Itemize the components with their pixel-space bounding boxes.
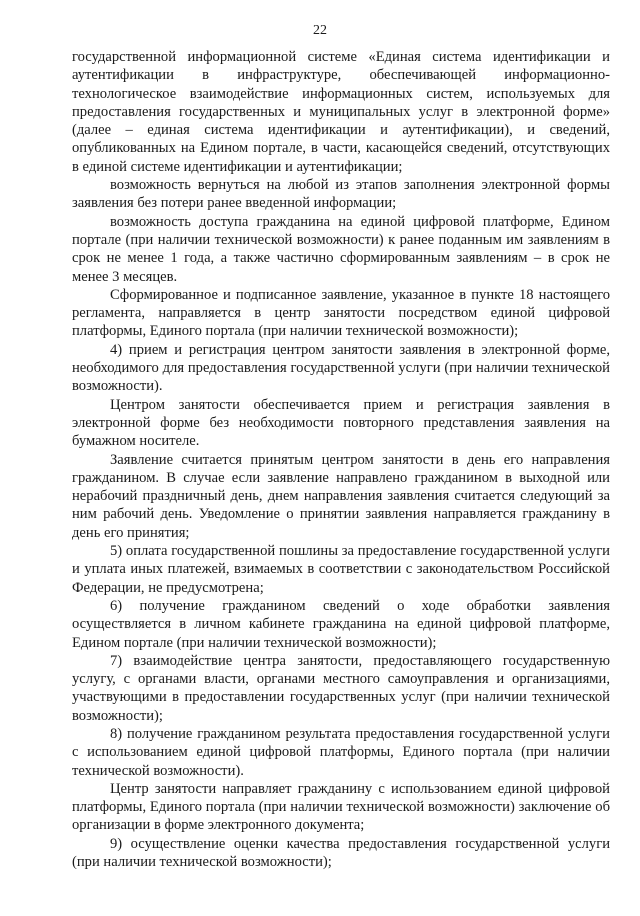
- body-paragraph: 4) прием и регистрация центром занятости заявления в электронной форме, необходимого для предоставления государственной услуги (при наличии технической возможности).: [72, 341, 610, 395]
- body-paragraph: 5) оплата государственной пошлины за предоставление государственной услуги и уплата иных платежей, взимаемых в соответствии с законодательством Российской Федерации, не предусмотрена;: [72, 543, 610, 596]
- body-paragraph: 9) осуществление оценки качества предоставления государственной услуги (при наличии технической возможности);: [72, 835, 610, 871]
- body-paragraph: Центром занятости обеспечивается прием и регистрация заявления в электронной форме без необходимости повторного представления заявления на бумажном носителе.: [72, 396, 610, 450]
- body-paragraph: государственной информационной системе «Единая система идентификации и аутентификации в инфраструктуре, обеспечивающей информационно-технологическое взаимодействие информационных систем, используемых для предоставления государственных и муниципальных услуг в электронной форме» (далее – единая система идентификации и аутентификации), и сведений, опубликованных на Едином портале, в части, касающейся сведений, отсутствующих в единой системе идентификации и аутентификации;: [72, 49, 610, 175]
- body-paragraph: Центр занятости направляет гражданину с использованием единой цифровой платформы, Единого портала (при наличии технической возможности) заключение об организации в форме электронного документа;: [72, 780, 610, 834]
- body-paragraph: возможность вернуться на любой из этапов заполнения электронной формы заявления без потери ранее введенной информации;: [72, 177, 610, 212]
- body-paragraph: Сформированное и подписанное заявление, указанное в пункте 18 настоящего регламента, направляется в центр занятости посредством единой цифровой платформы, Единого портала (при наличии технической возможности);: [72, 286, 610, 340]
- document-body: [72, 48, 610, 871]
- page-number: 22: [313, 23, 327, 38]
- body-paragraph: возможность доступа гражданина на единой цифровой платформе, Едином портале (при наличии технической возможности) к ранее поданным им заявлениям в срок не менее 1 года, а также частично сформированным заявлениям – в срок не менее 3 месяцев.: [72, 213, 610, 285]
- body-paragraph: Заявление считается принятым центром занятости в день его направления гражданином. В случае если заявление направлено гражданином в выходной или нерабочий праздничный день, днем направления заявления считается следующий за ним рабочий день. Уведомление о принятии заявления направляется гражданину в день его принятия;: [72, 451, 610, 541]
- body-paragraph: 8) получение гражданином результата предоставления государственной услуги с использованием единой цифровой платформы, Единого портала (при наличии технической возможности).: [72, 725, 610, 779]
- body-paragraph: 6) получение гражданином сведений о ходе обработки заявления осуществляется в личном кабинете гражданина на единой цифровой платформе, Едином портале (при наличии технической возможности);: [72, 597, 610, 651]
- body-paragraph: 7) взаимодействие центра занятости, предоставляющего государственную услугу, с органами власти, органами местного самоуправления и организациями, участвующими в предоставлении государственных услуг (при наличии технической возможности);: [72, 652, 610, 724]
